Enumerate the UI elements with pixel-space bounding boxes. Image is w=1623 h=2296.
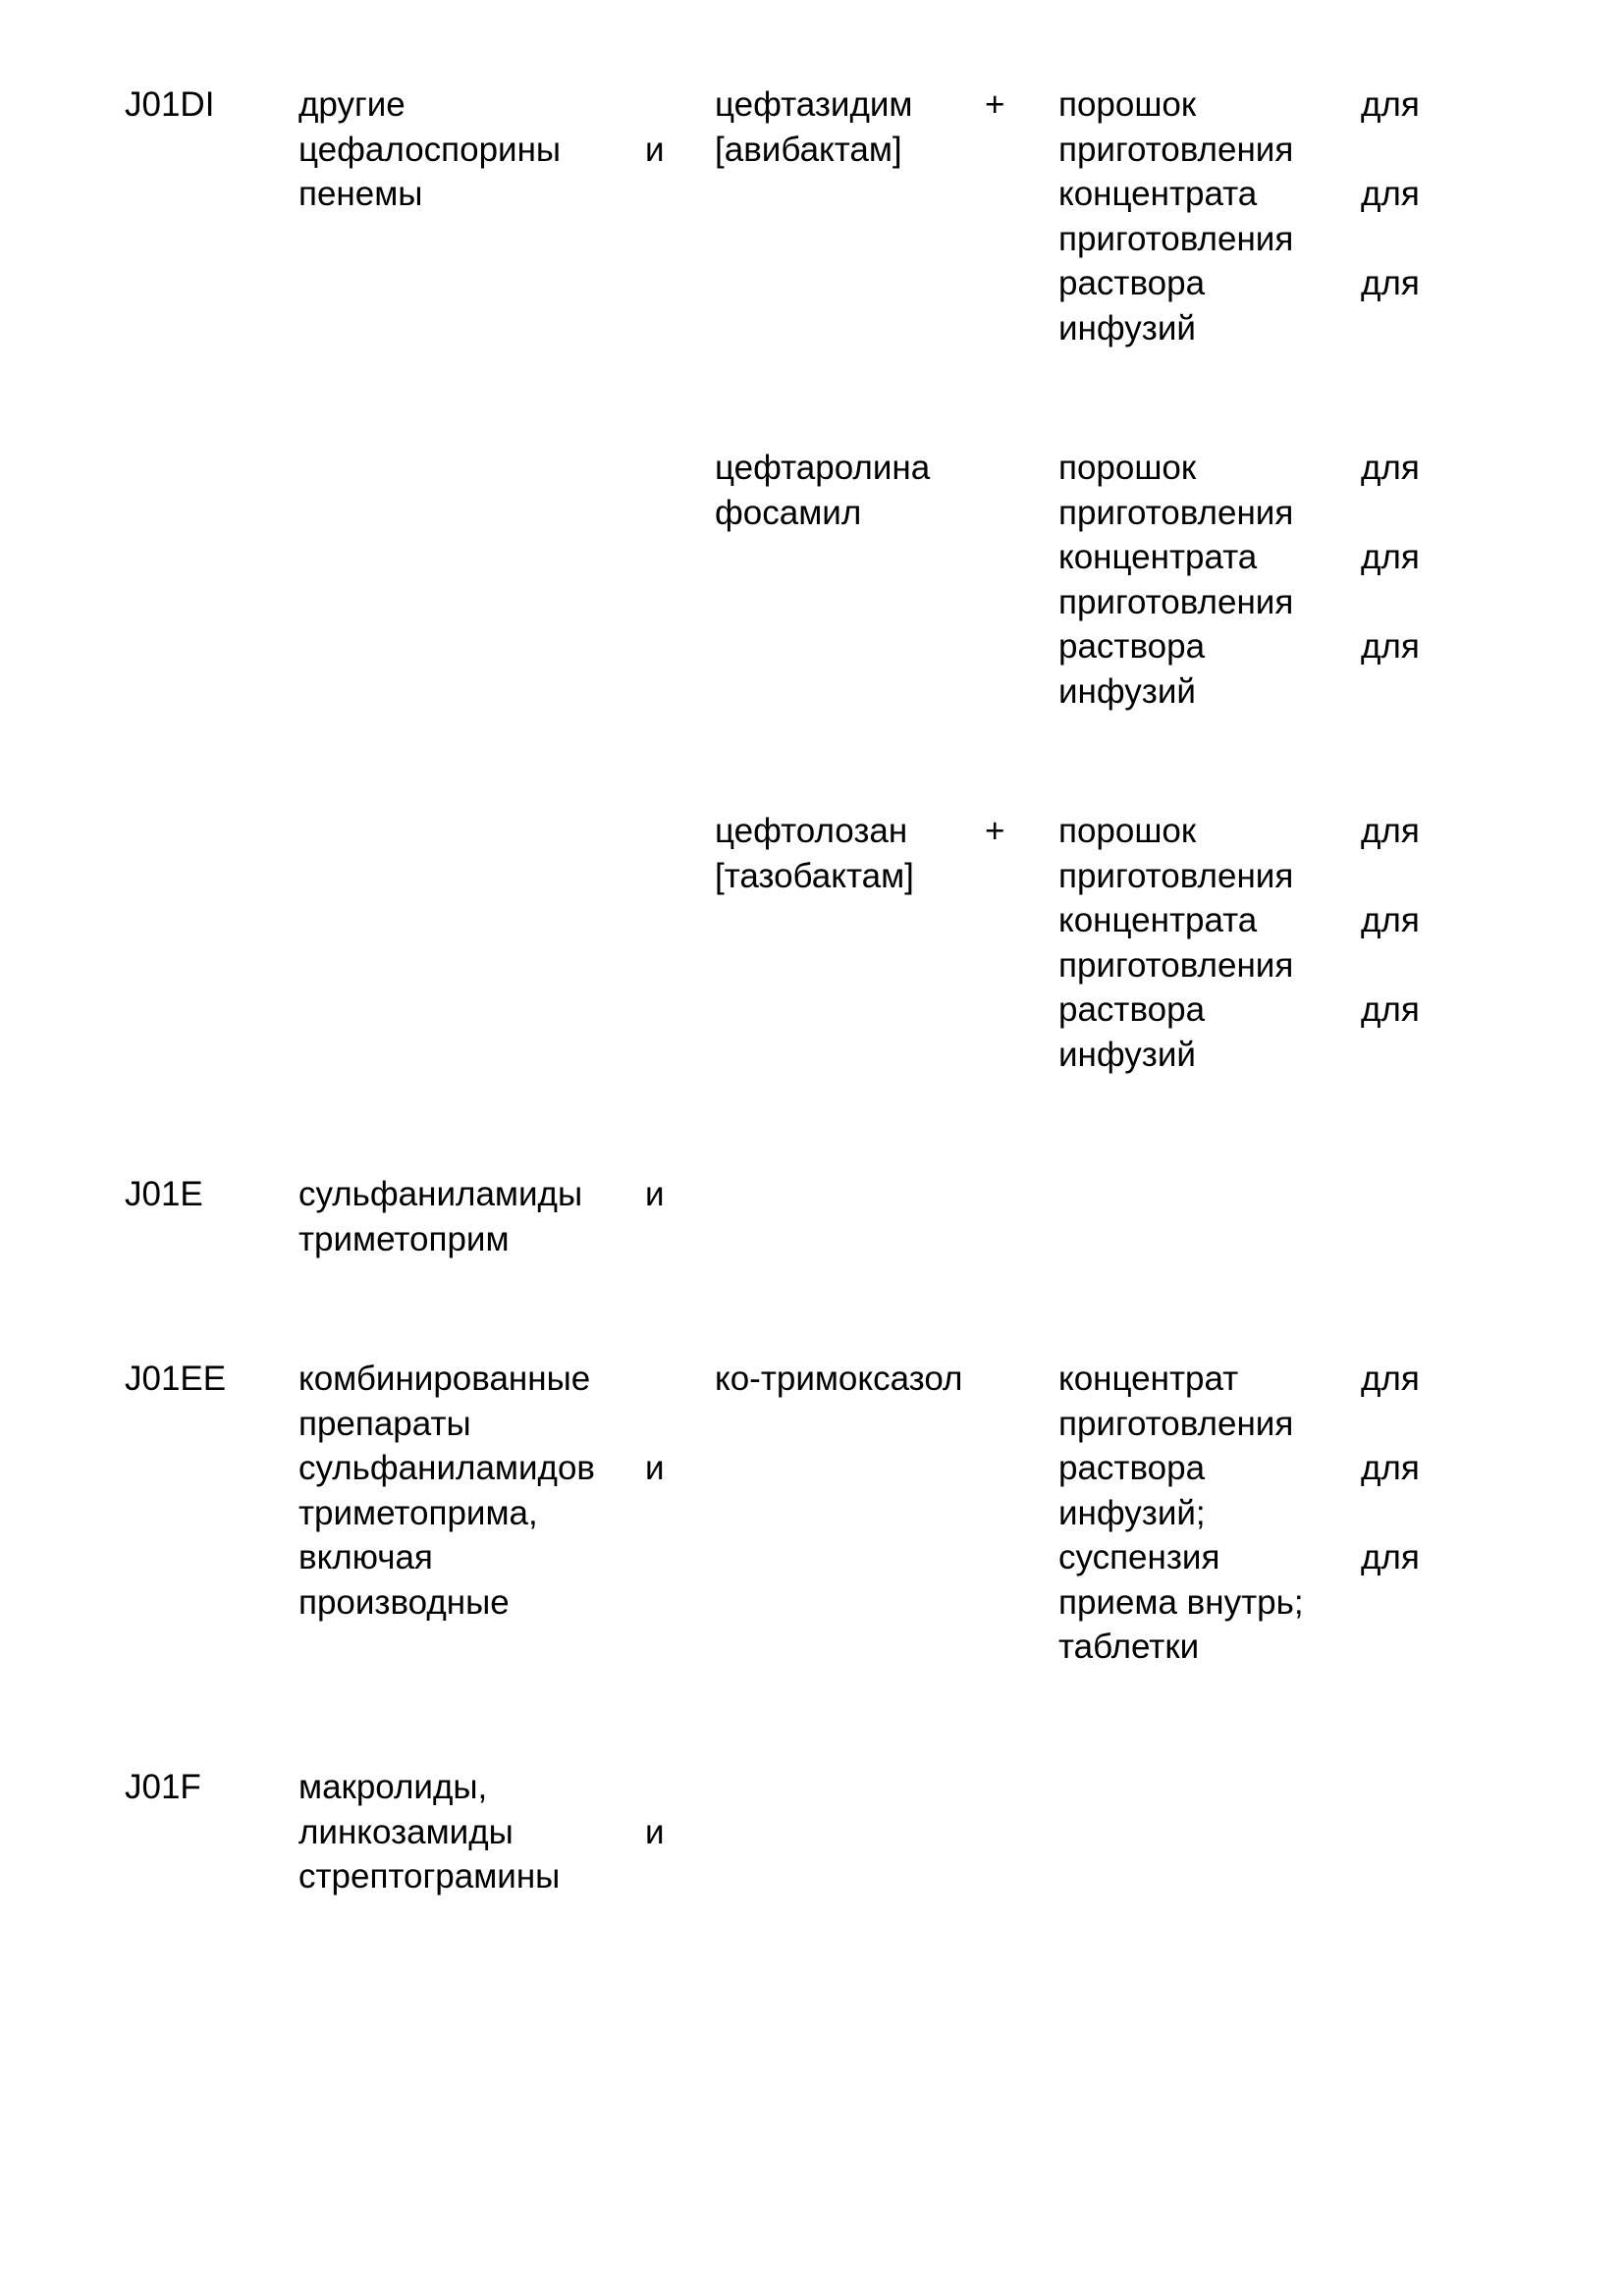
form-dlya: для bbox=[1361, 264, 1420, 302]
group-line: сульфаниламиды bbox=[298, 1175, 583, 1213]
form-line: приготовления bbox=[1058, 945, 1294, 985]
form-dlya: для bbox=[1361, 1538, 1420, 1576]
form-dlya: для bbox=[1361, 990, 1420, 1029]
form-dlya: для bbox=[1361, 1449, 1420, 1487]
form-line: приготовления bbox=[1058, 1404, 1294, 1443]
group-conjunction: и bbox=[645, 1175, 665, 1213]
group-conjunction: и bbox=[645, 1812, 665, 1851]
form-dlya: для bbox=[1361, 85, 1420, 124]
atc-code: J01F bbox=[125, 1768, 201, 1806]
drug-line: фосамил bbox=[715, 493, 862, 532]
form-line: инфузий bbox=[1058, 671, 1196, 711]
group-line: стрептограмины bbox=[298, 1857, 561, 1896]
atc-code: J01EE bbox=[125, 1360, 227, 1398]
drug-line: цефтолозан bbox=[715, 812, 908, 850]
group-line: макролиды, bbox=[298, 1768, 488, 1806]
form-line: концентрата bbox=[1058, 901, 1258, 939]
group-line: пенемы bbox=[298, 175, 423, 213]
group-line: линкозамиды bbox=[298, 1812, 514, 1851]
group-line: препараты bbox=[298, 1404, 471, 1443]
form-line: порошок bbox=[1058, 449, 1197, 487]
drug-line: цефтаролина bbox=[715, 449, 931, 487]
form-line: раствора bbox=[1058, 264, 1206, 302]
drug-plus: + bbox=[985, 812, 1005, 850]
form-dlya: для bbox=[1361, 627, 1420, 666]
form-line: приготовления bbox=[1058, 130, 1294, 169]
group-line: комбинированные bbox=[298, 1360, 591, 1398]
atc-code: J01E bbox=[125, 1175, 203, 1213]
form-dlya: для bbox=[1361, 449, 1420, 487]
form-line: концентрата bbox=[1058, 538, 1258, 576]
form-line: раствора bbox=[1058, 627, 1206, 666]
form-line: порошок bbox=[1058, 812, 1197, 850]
form-line: инфузий bbox=[1058, 1035, 1196, 1074]
form-line: инфузий; bbox=[1058, 1493, 1206, 1532]
form-dlya: для bbox=[1361, 901, 1420, 939]
form-line: приема внутрь; bbox=[1058, 1582, 1304, 1622]
form-line: раствора bbox=[1058, 1449, 1206, 1487]
form-line: приготовления bbox=[1058, 493, 1294, 532]
form-dlya: для bbox=[1361, 538, 1420, 576]
form-dlya: для bbox=[1361, 812, 1420, 850]
group-line: цефалоспорины bbox=[298, 130, 562, 169]
form-dlya: для bbox=[1361, 175, 1420, 213]
group-conjunction: и bbox=[645, 130, 665, 169]
group-line: сульфаниламидов bbox=[298, 1449, 596, 1487]
form-line: таблетки bbox=[1058, 1628, 1200, 1666]
form-line: приготовления bbox=[1058, 582, 1294, 621]
group-line: производные bbox=[298, 1582, 510, 1622]
form-line: приготовления bbox=[1058, 856, 1294, 895]
drug-line: [тазобактам] bbox=[715, 856, 914, 895]
group-line: триметоприм bbox=[298, 1219, 510, 1258]
form-dlya: для bbox=[1361, 1360, 1420, 1398]
form-line: порошок bbox=[1058, 85, 1197, 124]
form-line: суспензия bbox=[1058, 1538, 1220, 1576]
drug-line: [авибактам] bbox=[715, 130, 902, 169]
drug-line: ко-тримоксазол bbox=[715, 1360, 963, 1398]
form-line: инфузий bbox=[1058, 308, 1196, 347]
form-line: концентрата bbox=[1058, 175, 1258, 213]
atc-code: J01DI bbox=[125, 85, 215, 124]
group-line: включая bbox=[298, 1538, 433, 1576]
group-conjunction: и bbox=[645, 1449, 665, 1487]
group-line: другие bbox=[298, 85, 406, 124]
form-line: концентрат bbox=[1058, 1360, 1239, 1398]
drug-plus: + bbox=[985, 85, 1005, 124]
group-line: триметоприма, bbox=[298, 1493, 538, 1532]
drug-line: цефтазидим bbox=[715, 85, 913, 124]
form-line: приготовления bbox=[1058, 219, 1294, 258]
form-line: раствора bbox=[1058, 990, 1206, 1029]
